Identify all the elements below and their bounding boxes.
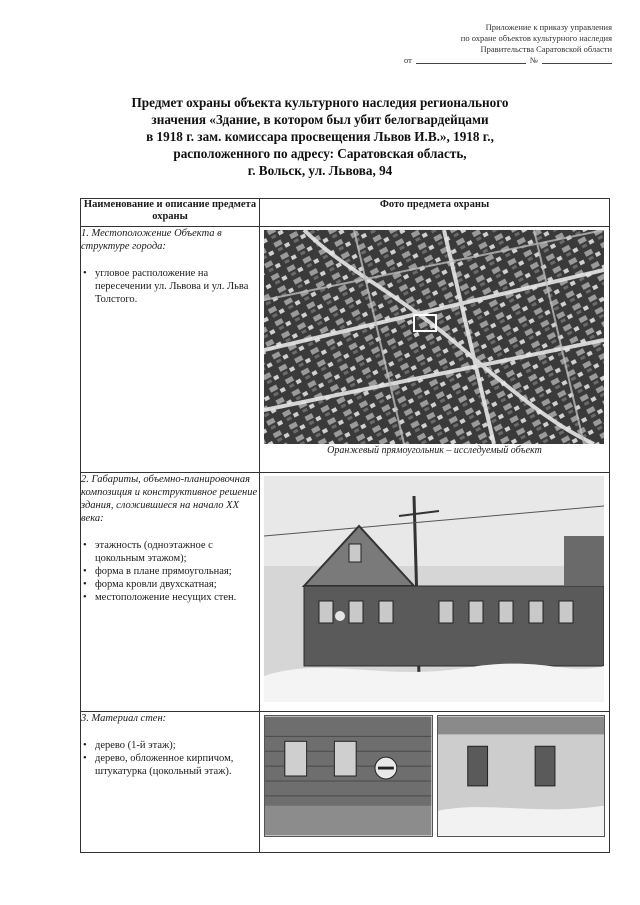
number-blank bbox=[542, 55, 612, 64]
title-line-3: в 1918 г. зам. комиссара просвещения Львов И.В.», 1918 г., bbox=[146, 129, 494, 144]
row-1-list bbox=[81, 267, 259, 306]
list-item: • дерево (1-й этаж); bbox=[81, 739, 259, 752]
col-description-header: Наименование и описание предмета охраны bbox=[81, 199, 260, 227]
table-row bbox=[81, 473, 610, 712]
list-item: • дерево, обложенное кирпичом, штукатурка (цокольный этаж). bbox=[81, 752, 259, 778]
row-2-title: 2. Габариты, объемно-планировочная композиция и конструктивное решение здания, сложившиеся на начало XX века: bbox=[81, 474, 258, 524]
document-title bbox=[70, 94, 570, 179]
protection-table bbox=[80, 198, 610, 853]
table-row bbox=[81, 227, 610, 473]
row-1-description bbox=[81, 227, 260, 473]
wall-wood-photo bbox=[264, 715, 433, 837]
list-item: • форма в плане прямоугольная; bbox=[81, 565, 259, 578]
date-blank bbox=[416, 55, 526, 64]
title-line-2: значения «Здание, в котором был убит белогвардейцами bbox=[151, 112, 489, 127]
row-1-photo-cell bbox=[260, 227, 610, 473]
row-3-description bbox=[81, 712, 260, 853]
table-row bbox=[81, 712, 610, 853]
title-line-4: расположенного по адресу: Саратовская область, bbox=[173, 146, 467, 161]
wall-plaster-photo bbox=[437, 715, 606, 837]
row-2-list bbox=[81, 539, 259, 604]
list-item: • угловое расположение на пересечении ул. Львова и ул. Льва Толстого. bbox=[81, 267, 259, 306]
row-3-list bbox=[81, 739, 259, 778]
building-winter-photo bbox=[264, 476, 604, 702]
title-line-1: Предмет охраны объекта культурного наследия регионального bbox=[131, 95, 509, 110]
list-item: • местоположение несущих стен. bbox=[81, 591, 259, 604]
decree-line-3: Правительства Саратовской области bbox=[480, 44, 612, 54]
decree-line-2: по охране объектов культурного наследия bbox=[460, 33, 612, 43]
decree-line-1: Приложение к приказу управления bbox=[485, 22, 612, 32]
number-prefix: № bbox=[529, 55, 538, 65]
decree-reference bbox=[382, 22, 612, 66]
row-3-photo-cell bbox=[260, 712, 610, 853]
aerial-map-photo bbox=[264, 230, 604, 444]
col-photo-header: Фото предмета охраны bbox=[260, 199, 610, 227]
table-header-row bbox=[81, 199, 610, 227]
decree-dateline bbox=[382, 55, 612, 66]
row-2-description bbox=[81, 473, 260, 712]
row-3-title: 3. Материал стен: bbox=[81, 713, 167, 724]
row-2-photo-cell bbox=[260, 473, 610, 712]
title-line-5: г. Вольск, ул. Львова, 94 bbox=[247, 163, 393, 178]
row-1-photo-caption: Оранжевый прямоугольник – исследуемый объект bbox=[327, 445, 542, 456]
date-prefix: от bbox=[404, 55, 412, 65]
list-item: • этажность (одноэтажное с цокольным этажом); bbox=[81, 539, 259, 565]
list-item: • форма кровли двухскатная; bbox=[81, 578, 259, 591]
row-1-title: 1. Местоположение Объекта в структуре города: bbox=[81, 228, 222, 252]
